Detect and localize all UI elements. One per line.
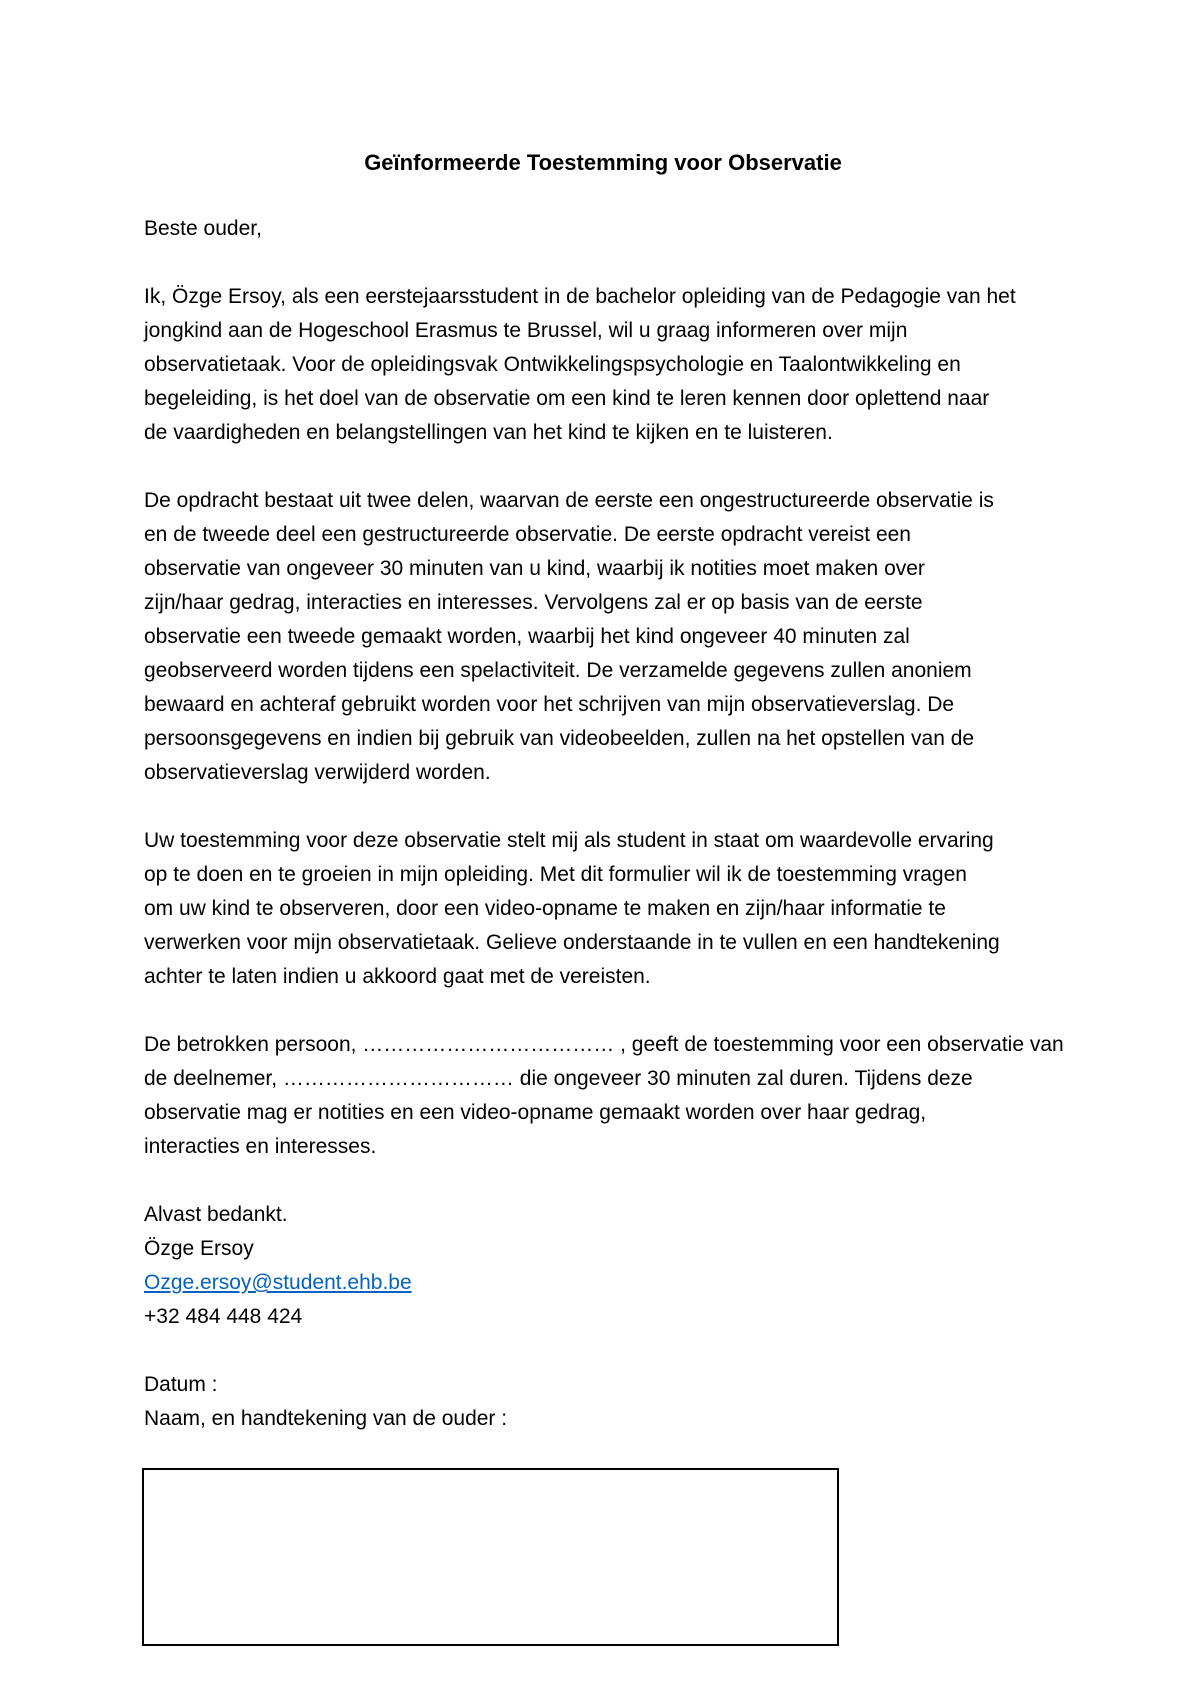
- paragraph-intro: [144, 280, 1062, 450]
- text-line: begeleiding, is het doel van de observatie om een kind te leren kennen door oplettend naar: [144, 387, 990, 410]
- text-line: Ik, Özge Ersoy, als een eerstejaarsstudent in de bachelor opleiding van de Pedagogie van het: [144, 285, 1016, 308]
- form-labels: [144, 1368, 1062, 1436]
- text-line: om uw kind te observeren, door een video-opname te maken en zijn/haar informatie te: [144, 897, 946, 920]
- text-line: de vaardigheden en belangstellingen van het kind te kijken en te luisteren.: [144, 421, 833, 444]
- text-line: jongkind aan de Hogeschool Erasmus te Brussel, wil u graag informeren over mijn: [144, 319, 908, 342]
- text-line: de deelnemer, …………………………… die ongeveer 30 minuten zal duren. Tijdens deze: [144, 1067, 973, 1090]
- paragraph-consent-statement: [144, 1028, 1062, 1164]
- text-line: zijn/haar gedrag, interacties en interesses. Vervolgens zal er op basis van de eerste: [144, 591, 923, 614]
- closing-block: [144, 1198, 1062, 1334]
- text-line: De betrokken persoon, ……………………………… , geeft de toestemming voor een observatie van: [144, 1033, 1064, 1056]
- text-line: observatieverslag verwijderd worden.: [144, 761, 491, 784]
- page-title: Geïnformeerde Toestemming voor Observatie: [364, 150, 842, 175]
- text-line: observatietaak. Voor de opleidingsvak Ontwikkelingspsychologie en Taalontwikkeling en: [144, 353, 961, 376]
- text-line: interacties en interesses.: [144, 1135, 377, 1158]
- text-line: op te doen en te groeien in mijn opleiding. Met dit formulier wil ik de toestemming vragen: [144, 863, 967, 886]
- document-body: [144, 146, 1062, 1470]
- text-line: De opdracht bestaat uit twee delen, waarvan de eerste een ongestructureerde observatie is: [144, 489, 994, 512]
- text-line: bewaard en achteraf gebruikt worden voor het schrijven van mijn observatieverslag. De: [144, 693, 955, 716]
- text-line: en de tweede deel een gestructureerde observatie. De eerste opdracht vereist een: [144, 523, 911, 546]
- phone-number: +32 484 448 424: [144, 1305, 303, 1328]
- text-line: observatie mag er notities en een video-opname gemaakt worden over haar gedrag,: [144, 1101, 927, 1124]
- email-link[interactable]: Ozge.ersoy@student.ehb.be: [144, 1271, 412, 1294]
- paragraph-consent-request: [144, 824, 1062, 994]
- text-line: Uw toestemming voor deze observatie stelt mij als student in staat om waardevolle ervaring: [144, 829, 994, 852]
- date-label: Datum :: [144, 1373, 218, 1396]
- text-line: observatie een tweede gemaakt worden, waarbij het kind ongeveer 40 minuten zal: [144, 625, 910, 648]
- text-line: persoonsgegevens en indien bij gebruik van videobeelden, zullen na het opstellen van de: [144, 727, 975, 750]
- author-name: Özge Ersoy: [144, 1237, 254, 1260]
- signature-box[interactable]: [142, 1468, 839, 1646]
- paragraph-assignment: [144, 484, 1062, 790]
- text-line: geobserveerd worden tijdens een spelactiviteit. De verzamelde gegevens zullen anoniem: [144, 659, 972, 682]
- text-line: achter te laten indien u akkoord gaat met de vereisten.: [144, 965, 651, 988]
- signature-label: Naam, en handtekening van de ouder :: [144, 1407, 508, 1430]
- text-line: verwerken voor mijn observatietaak. Gelieve onderstaande in te vullen en een handtekening: [144, 931, 1000, 954]
- greeting: Beste ouder,: [144, 217, 262, 240]
- email-line: [144, 1266, 1062, 1300]
- closing-thanks: Alvast bedankt.: [144, 1203, 288, 1226]
- text-line: observatie van ongeveer 30 minuten van u kind, waarbij ik notities moet maken over: [144, 557, 925, 580]
